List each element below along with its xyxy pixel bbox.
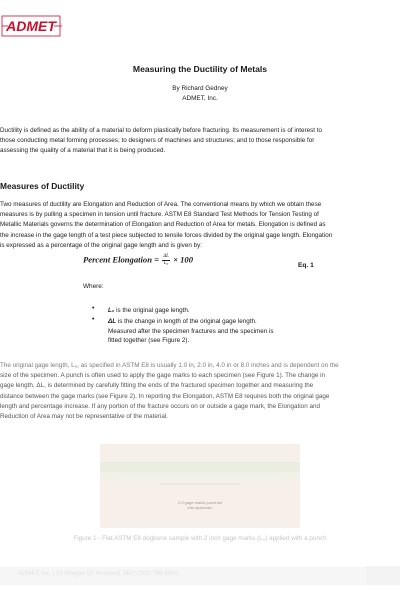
page-tab	[366, 566, 400, 585]
bullet-symbol: ΔL	[108, 318, 117, 325]
bullet-symbol: L₀	[108, 307, 115, 314]
intro-line: assessing the quality of a material that it is being produced.	[0, 147, 166, 155]
bullet-item	[108, 306, 190, 316]
paragraph-line: Metallic Materials governs the determination of Elongation and Reduction of Area for metals. Elongation is defined as	[0, 221, 326, 229]
ductility-paragraph	[0, 200, 400, 251]
bullet-item	[108, 317, 274, 346]
figure-label: into specimen	[187, 505, 213, 510]
admet-logo	[1, 14, 63, 40]
dogbone-specimen-figure	[100, 444, 300, 528]
paragraph-line: The original gage length, L₀, as specified in ASTM E8 is usually 1.0 in, 2.0 in, 4.0 in or 8.0 inches and is dependent on the	[0, 362, 339, 369]
paragraph-line: gage length, ΔL, is determined by carefully fitting the ends of the fractured specimen together and measuring the	[0, 382, 314, 390]
intro-paragraph	[0, 126, 400, 157]
elongation-formula	[83, 254, 193, 267]
formula-lhs: Percent Elongation =	[83, 254, 160, 265]
footer-text: ADMET, Inc. | 51 Morgan Dr. Norwood, MA | (781) 769-0850	[18, 571, 178, 577]
paragraph-line: Two measures of ductility are Elongation and Reduction of Area. The conventional means by which we obtain these	[0, 201, 322, 208]
document-title: Measuring the Ductility of Metals	[132, 64, 268, 74]
gage-length-paragraph	[0, 361, 400, 422]
formula-fraction	[162, 254, 170, 267]
logo-text: ADMET	[6, 18, 56, 34]
bullet-text: fitted together (see Figure 2).	[108, 337, 190, 345]
paragraph-line: size of the specimen. A punch is often used to apply the gage marks to each specimen (see Figure 1). The change in	[0, 372, 326, 380]
where-label: Where:	[83, 283, 104, 290]
formula-denominator: L₀	[163, 261, 169, 266]
bullet-text: is the original gage length.	[114, 307, 190, 314]
intro-line: those conducting metal forming processes; to designers of machines and structures; and to those responsible for	[0, 137, 315, 145]
intro-line: Ductility is defined as the ability of a material to deform plastically before fracturing. Its measurement is of interest to	[0, 127, 322, 134]
paragraph-line: Reduction of Area may not be representative of the material.	[0, 413, 169, 421]
author-company: ADMET, Inc.	[182, 95, 218, 102]
bullet-text: Measured after the specimen fractures and the specimen is	[108, 327, 274, 335]
bullet-icon: •	[92, 316, 95, 323]
bullet-icon: •	[92, 305, 95, 312]
formula-numerator: ΔL	[163, 254, 169, 259]
paragraph-line: length and percentage increase. If any portion of the fracture occurs on or outside a gage mark, the Elongation and	[0, 402, 320, 410]
paragraph-line: the increase in the gage length of a test piece subjected to tensile forces divided by the original gage length. Elongation	[0, 231, 333, 239]
figure-label: 2.0 gage marks punched	[177, 500, 223, 505]
paragraph-line: is expressed as a percentage of the original gage length and is given by:	[0, 241, 202, 249]
figure-caption: Figure 1 - Flat ASTM E8 dogbone sample with 2 inch gage marks (L₀) applied with a punch	[73, 535, 327, 542]
author-block	[0, 84, 400, 104]
section-heading: Measures of Ductility	[0, 181, 85, 191]
paragraph-line: distance between the gage marks (see Figure 2). In reporting the Elongation, ASTM E8 requires both the original gage	[0, 392, 330, 400]
equation-label: Eq. 1	[298, 262, 314, 269]
author-byline: By Richard Gedney	[172, 85, 228, 92]
bullet-text: is the change in length of the original gage length.	[116, 318, 257, 325]
paragraph-line: measures is by pulling a specimen in tension until fracture. ASTM E8 Standard Test Methods for Tension Testing of	[0, 211, 319, 219]
formula-rhs: × 100	[173, 254, 194, 265]
